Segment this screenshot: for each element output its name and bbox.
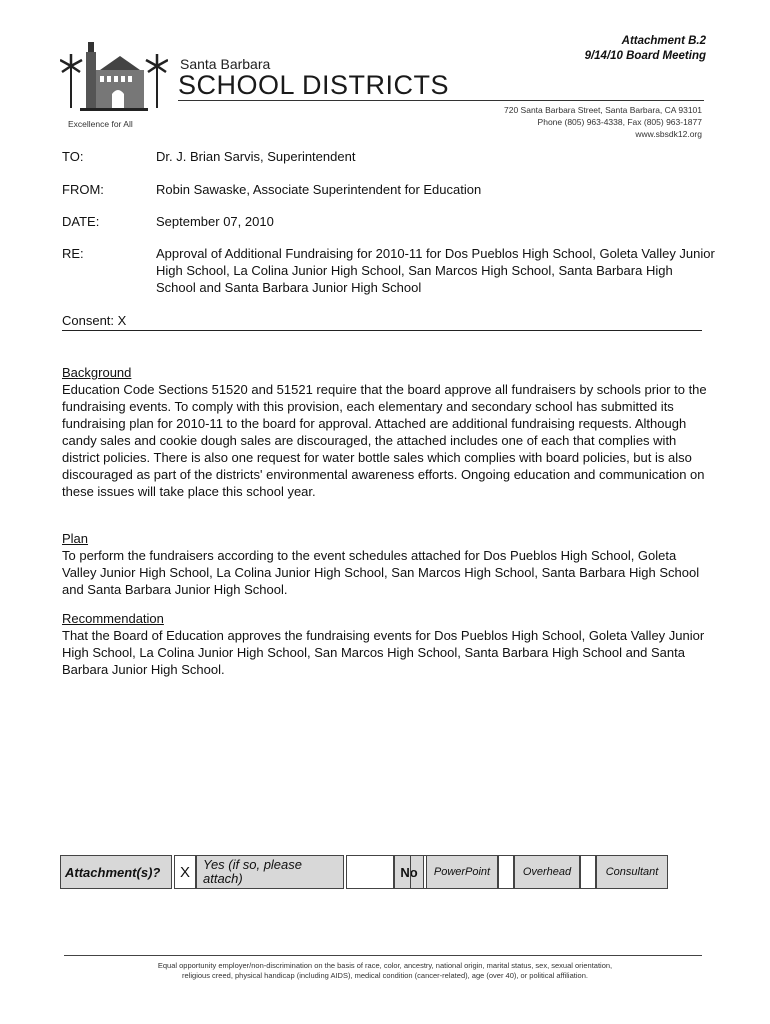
re-value: Approval of Additional Fundraising for 2010-11 for Dos Pueblos High School, Goleta Valley Junior High School, La Colina Junior High School, San Marcos High School, Santa Barbara High School and Santa Barbara Junior High School <box>156 246 715 295</box>
consent-divider <box>62 330 702 331</box>
district-name-large: SCHOOL DISTRICTS <box>178 70 450 100</box>
attachments-no-label: No <box>394 855 424 889</box>
mission-building-icon <box>80 42 148 111</box>
tagline: Excellence for All <box>68 119 133 129</box>
attachments-yes-label: Yes (if so, please attach) <box>196 855 344 889</box>
overhead-label: Overhead <box>514 855 580 889</box>
attachment-reference <box>585 34 706 64</box>
background-text: Education Code Sections 51520 and 51521 require that the board approve all fundraisers by schools prior to the fundraising events. To comply with this provision, each elementary and secondary school has submitted its fundraising plan for 2010-11 to the board for approval. Attached are additional fundraising requests. Although candy sales and cookie dough sales are discouraged, the attached includes one of each that complies with district policies. There is also one request for water bottle sales which complies with board policies, but is also discouraged as part of the districts' environmental awareness efforts. Ongoing education and communication on these issues will take place this school year. <box>62 382 707 499</box>
consent-line: Consent: X <box>62 313 127 328</box>
attachments-label: Attachment(s)? <box>60 855 172 889</box>
re-label: RE: <box>62 246 84 261</box>
from-label: FROM: <box>62 182 104 197</box>
plan-section <box>62 530 710 598</box>
consultant-label: Consultant <box>596 855 668 889</box>
plan-text: To perform the fundraisers according to the event schedules attached for Dos Pueblos High School, Goleta Valley Junior High School, La Colina Junior High School, San Marcos High School, Santa Barbara High School and Santa Barbara Junior High School. <box>62 548 700 597</box>
phone-fax: Phone (805) 963-4338, Fax (805) 963-1877 <box>537 117 702 127</box>
plan-heading: Plan <box>62 531 89 546</box>
footer-line-1: Equal opportunity employer/non-discrimination on the basis of race, color, ancestry, national origin, marital status, sex, sexual orientation, <box>157 961 613 970</box>
contact-block <box>504 104 702 140</box>
background-section <box>62 364 710 500</box>
to-value: Dr. J. Brian Sarvis, Superintendent <box>156 149 356 164</box>
footer-line-2: religious creed, physical handicap (including AIDS), medical condition (cancer-related), age (over 40), or political affiliation. <box>182 971 588 980</box>
date-label: DATE: <box>62 214 100 229</box>
attachments-no-checkbox[interactable] <box>346 855 394 889</box>
recommendation-heading: Recommendation <box>62 611 164 626</box>
recommendation-section <box>62 610 710 678</box>
date-value: September 07, 2010 <box>156 214 274 229</box>
consultant-checkbox[interactable] <box>580 855 596 889</box>
powerpoint-label: PowerPoint <box>426 855 498 889</box>
website: www.sbsdk12.org <box>635 129 702 139</box>
street-address: 720 Santa Barbara Street, Santa Barbara, CA 93101 <box>504 105 702 115</box>
palm-tree-right-icon <box>146 54 168 108</box>
palm-tree-left-icon <box>60 54 82 108</box>
background-heading: Background <box>62 365 132 380</box>
district-logo <box>60 38 168 118</box>
to-label: TO: <box>62 149 84 164</box>
attachments-yes-checkbox[interactable]: X <box>174 855 196 889</box>
header-divider <box>178 100 704 101</box>
district-name-small: Santa Barbara <box>180 56 271 72</box>
footer-notice <box>120 961 650 981</box>
recommendation-text: That the Board of Education approves the fundraising events for Dos Pueblos High School, Goleta Valley Junior High School, La Colina Junior High School, San Marcos High School, Santa Barbara High School and Santa Barbara Junior High School. <box>62 628 705 677</box>
attachment-ref-line2: 9/14/10 Board Meeting <box>584 50 706 62</box>
attachment-ref-line1: Attachment B.2 <box>621 35 706 47</box>
overhead-checkbox[interactable] <box>498 855 514 889</box>
footer-divider <box>64 955 702 956</box>
from-value: Robin Sawaske, Associate Superintendent for Education <box>156 182 482 197</box>
